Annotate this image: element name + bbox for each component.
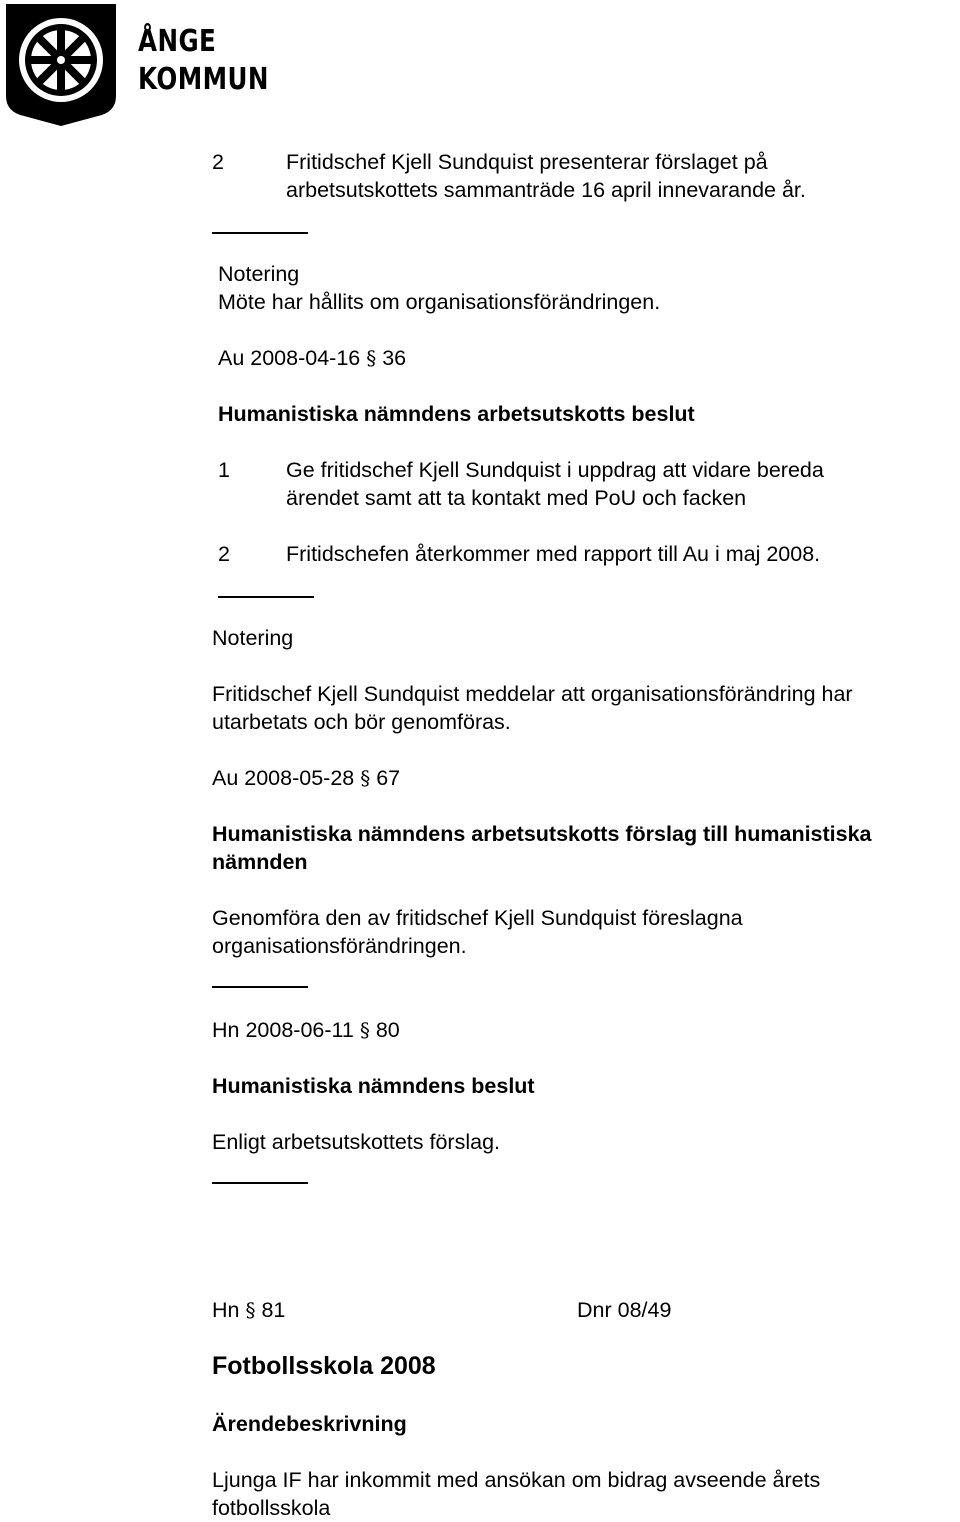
case-number: Dnr 08/49 [577,1298,672,1322]
divider [212,1182,308,1184]
proposal-text-line: Genomföra den av fritidschef Kjell Sundquist föreslagna [212,906,743,930]
section-heading-line: Humanistiska nämndens arbetsutskotts förslag till humanistiska [212,822,872,846]
reference-line [212,1016,957,1044]
notering-text-line: Fritidschef Kjell Sundquist meddelar att organisationsförändring har [212,682,853,706]
section-sign: § [366,346,377,370]
description-text-line: Ljunga IF har inkommit med ansökan om bidrag avseende årets [212,1468,821,1492]
section-sign: § [360,766,371,790]
item-text-line: arbetsutskottets sammanträde 16 april innevarande år. [286,178,806,202]
description-text-line: fotbollsskola [212,1496,331,1520]
notering-text-line: utarbetats och bör genomföras. [212,710,511,734]
reference-number: 67 [376,766,401,790]
reference-line [218,344,960,372]
reference-number: 36 [382,346,407,370]
section-sign: § [359,1018,370,1042]
notering-heading: Notering [212,626,294,650]
logo-name-line1: ÅNGE [138,24,217,59]
notering-text: Möte har hållits om organisationsförändringen. [218,290,661,314]
municipality-logo [0,0,269,130]
divider [212,986,308,988]
divider [212,232,308,234]
reference-number: 80 [375,1018,400,1042]
logo-name-line2: KOMMUN [138,62,269,97]
section-heading-line: nämnden [212,850,308,874]
reference-number: 81 [261,1298,286,1322]
notering-heading: Notering [218,262,300,286]
decision-text: Enligt arbetsutskottets förslag. [212,1130,501,1154]
proposal-text-line: organisationsförändringen. [212,934,467,958]
section-sign: § [245,1298,256,1322]
point-text-line: ärendet samt att ta kontakt med PoU och facken [286,486,747,510]
point-number: 2 [218,542,230,566]
reference-date: Hn 2008-06-11 [212,1018,354,1042]
reference-prefix: Hn [212,1298,240,1322]
reference-date: Au 2008-05-28 [212,766,355,790]
item-text-line: Fritidschef Kjell Sundquist presenterar förslaget på [286,150,768,174]
reference-line [212,1296,512,1324]
item-number: 2 [212,150,224,174]
divider [218,596,314,598]
point-number: 1 [218,458,230,482]
section-heading: Humanistiska nämndens beslut [212,1074,535,1098]
case-title: Fotbollsskola 2008 [212,1352,436,1380]
subheading: Ärendebeskrivning [212,1412,407,1436]
section-heading: Humanistiska nämndens arbetsutskotts beslut [218,402,695,426]
reference-date: Au 2008-04-16 [218,346,361,370]
wheel-emblem-icon [2,0,120,128]
reference-line [212,764,957,792]
point-text-line: Ge fritidschef Kjell Sundquist i uppdrag att vidare bereda [286,458,824,482]
point-text: Fritidschefen återkommer med rapport till Au i maj 2008. [286,542,821,566]
